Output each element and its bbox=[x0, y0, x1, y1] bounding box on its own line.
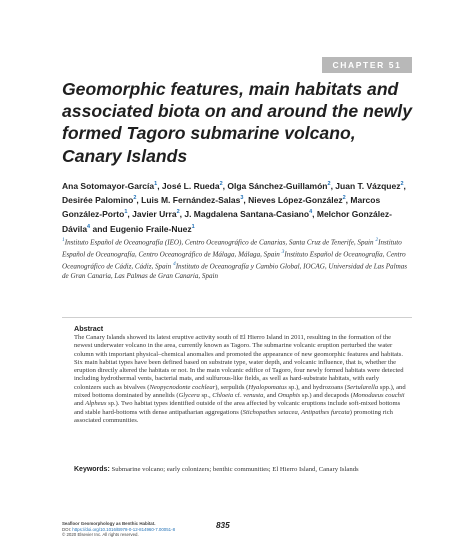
abstract-heading: Abstract bbox=[74, 324, 104, 333]
author-affiliation-marker[interactable]: 1 bbox=[124, 209, 128, 216]
author-separator: , bbox=[330, 180, 336, 191]
footer-citation bbox=[62, 521, 412, 545]
taxon-name: venusta bbox=[243, 392, 264, 400]
author-affiliation-marker[interactable]: 4 bbox=[309, 209, 313, 216]
abstract-text-part: , and bbox=[263, 392, 278, 400]
author-name: Luis M. Fernández-Salas bbox=[141, 195, 241, 206]
author-name: Marcos González-Porto bbox=[62, 195, 381, 220]
book-title: Seafloor Geomorphology as Benthic Habitat. bbox=[62, 521, 156, 526]
author-name: J. Magdalena Santana-Casiano bbox=[184, 209, 310, 220]
author-name: Nieves López-González bbox=[248, 195, 343, 206]
abstract-text-part: sp.), and hydrozoans ( bbox=[286, 383, 347, 391]
abstract-text-part: ) promoting rich associated communities. bbox=[74, 408, 393, 424]
author-separator: , bbox=[403, 180, 406, 191]
affiliation-number: 2 bbox=[375, 237, 379, 243]
author-separator: , bbox=[222, 180, 228, 191]
affiliation-list bbox=[62, 236, 412, 281]
author-separator: and bbox=[90, 223, 110, 234]
affiliation-text: Instituto Español de Oceanografía (IEO), Centro Oceanográfico de Canarias, Santa Cruz de Tenerife, Spain bbox=[64, 238, 376, 247]
author-affiliation-marker[interactable]: 1 bbox=[191, 223, 195, 230]
author-affiliation-marker[interactable]: 2 bbox=[400, 181, 404, 187]
abstract-text-part: ), serpulids ( bbox=[215, 383, 249, 391]
author-affiliation-marker[interactable]: 2 bbox=[327, 181, 331, 187]
author-affiliation-marker[interactable]: 1 bbox=[154, 181, 158, 187]
author-list bbox=[62, 178, 412, 235]
doi-label: DOI: bbox=[62, 526, 73, 532]
author-affiliation-marker[interactable]: 2 bbox=[176, 209, 180, 216]
affiliation-text: Instituto Español de Oceanografía, Centro Oceanográfico de Cádiz, Cádiz, Spain bbox=[62, 250, 406, 271]
affiliation-number: 3 bbox=[281, 248, 285, 255]
taxon-name: Monodaeus couchii bbox=[352, 392, 405, 400]
abstract-text-part: cf. bbox=[233, 392, 244, 400]
author-separator: , bbox=[345, 195, 351, 206]
taxon-name: Neopycnodonte cochlear bbox=[149, 383, 216, 391]
author-separator: , bbox=[127, 209, 133, 220]
author-affiliation-marker[interactable]: 3 bbox=[240, 195, 244, 202]
keywords-text: Submarine volcano; early colonizers; benthic communities; El Hierro Island, Canary Islands bbox=[109, 466, 359, 473]
affiliation-text: Instituto de Oceanografía y Cambio Global, IOCAG, Universidad de Las Palmas de Gran Canaria, Las Palmas de Gran Canaria, Spain bbox=[62, 262, 408, 280]
author-separator: , bbox=[136, 195, 142, 206]
abstract-text-part: and bbox=[74, 400, 86, 408]
author-name: Juan T. Vázquez bbox=[335, 180, 401, 191]
taxon-name: Hyalopomatus bbox=[248, 383, 287, 391]
author-name: Eugenio Fraile-Nuez bbox=[109, 223, 192, 234]
author-affiliation-marker[interactable]: 4 bbox=[87, 223, 91, 230]
author-name: Desirée Palomino bbox=[62, 195, 134, 206]
affiliation-text: Instituto Español de Oceanografía, Centro Oceanográfico de Málaga, Málaga, Spain bbox=[62, 238, 402, 259]
taxon-name: Alpheus bbox=[85, 400, 107, 408]
author-affiliation-marker[interactable]: 2 bbox=[342, 195, 346, 202]
keywords bbox=[74, 465, 406, 474]
abstract-text-part: , bbox=[297, 408, 302, 416]
author-separator: , bbox=[157, 180, 162, 191]
author-name: Olga Sánchez-Guillamón bbox=[227, 180, 328, 191]
abstract-text-part: sp.). Two habitat types identified outside of the area affected by volcanic eruptions include soft-mixed bottoms and stable hard-bottoms with dense antipatharian aggregations ( bbox=[74, 400, 401, 416]
author-name: Melchor González-Dávila bbox=[62, 209, 392, 234]
abstract-text-part: spp.), and mixed bottoms dominated by annelids ( bbox=[74, 383, 406, 400]
author-name: Javier Urra bbox=[132, 209, 177, 220]
author-separator: , bbox=[179, 209, 185, 220]
taxon-name: Antipathes furcata bbox=[301, 408, 350, 416]
chapter-title: Geomorphic features, main habitats and associated biota on and around the newly formed Tagoro submarine volcano, Canary Islands bbox=[62, 79, 412, 166]
author-affiliation-marker[interactable]: 2 bbox=[133, 195, 137, 202]
taxon-name: Onuphis bbox=[277, 392, 301, 400]
page-number: 835 bbox=[216, 521, 230, 530]
doi-link[interactable]: https://doi.org/10.1016/B978-0-12-814960-7.00051-8 bbox=[72, 526, 176, 532]
author-affiliation-marker[interactable]: 2 bbox=[219, 181, 223, 187]
author-separator: , bbox=[312, 209, 317, 220]
abstract-text bbox=[74, 334, 406, 425]
abstract-text-part: The Canary Islands showed its latest eruptive activity south of El Hierro Island in 2011, resulting in the formation of the newest underwater volcano in the area, currently known as Tagoro. The submarine volcanic eruption perturbed the water column with important physical–chemical anomalies and promoted the appearance of new geomorphic features and habitats. Six main habitat types have been defined based on substrate type, water depth, and volcanic influence, that is, whether the eruption directly altered the habitats or not. In the main volcanic edifice of Tagoro, four newly formed habitats were detected including hydrothermal vents, bacterial mats, and sulfurous-like fields, as well as hard-substrate habitats, with early colonizers such as bivalves ( bbox=[74, 334, 404, 391]
taxon-name: Glycera bbox=[178, 392, 200, 400]
taxon-name: Chloeia bbox=[212, 392, 234, 400]
author-name: Ana Sotomayor-García bbox=[62, 180, 155, 191]
keywords-label: Keywords: bbox=[74, 466, 110, 473]
abstract-text-part: sp.) and decapods ( bbox=[300, 392, 353, 400]
copyright: © 2020 Elsevier Inc. All rights reserved. bbox=[62, 532, 139, 538]
affiliation-number: 4 bbox=[172, 260, 176, 267]
taxon-name: Stichopathes setacea bbox=[242, 408, 298, 416]
abstract-text-part: sp., bbox=[199, 392, 213, 400]
author-separator: , bbox=[243, 195, 249, 206]
chapter-label: CHAPTER 51 bbox=[322, 57, 412, 73]
affiliation-number: 1 bbox=[62, 237, 65, 243]
author-name: José L. Rueda bbox=[161, 180, 220, 191]
taxon-name: Sertularella bbox=[346, 383, 379, 391]
